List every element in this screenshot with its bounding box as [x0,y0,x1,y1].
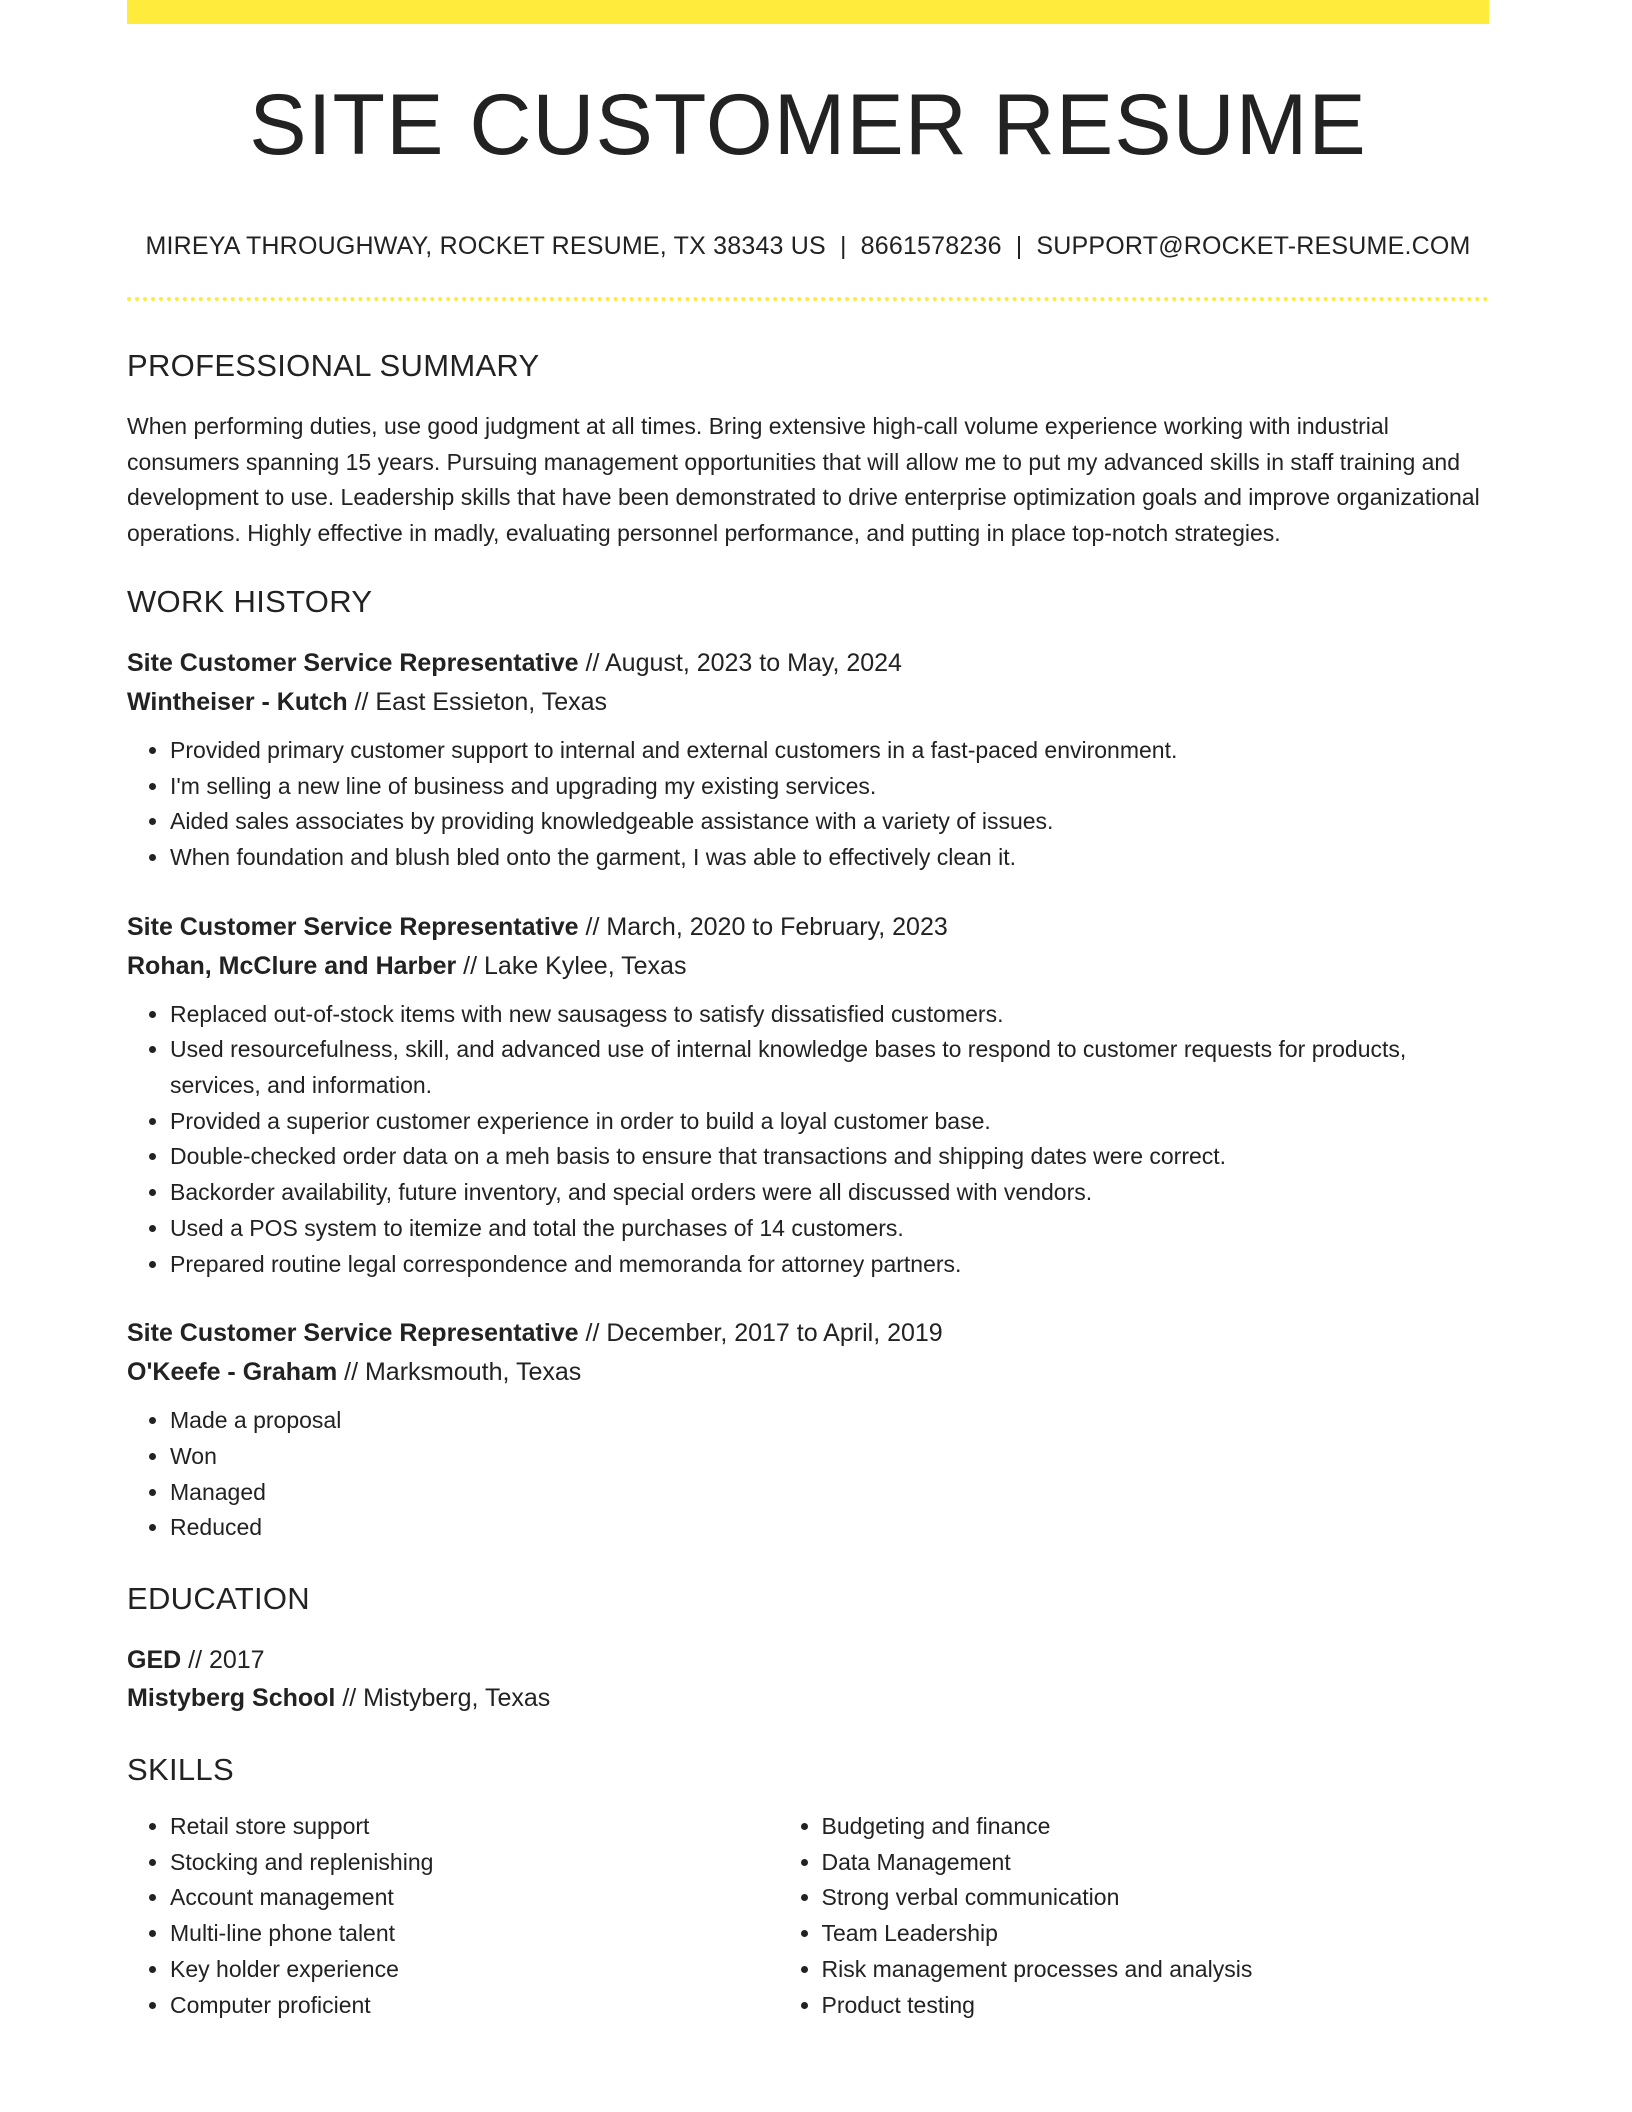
summary-text: When performing duties, use good judgment at all times. Bring extensive high-call volume experience working with industrial consumers spanning 15 years. Pursuing management opportunities that will allow me to put my advanced skills in staff training and development to use. Leadership skills that have been demonstrated to drive enterprise optimization goals and improve organizational operations. Highly effective in madly, evaluating personnel performance, and putting in place top-notch strategies. [127,413,1480,547]
skill-item: • Stocking and replenishing [170,1845,779,1881]
list-item: • I'm selling a new line of business and upgrading my existing services. [170,769,1489,805]
list-item: • Provided a superior customer experience in order to build a loyal customer base. [170,1104,1489,1140]
contact-email: SUPPORT@ROCKET-RESUME.COM [1036,232,1471,260]
dotted-divider [127,297,1489,301]
skill-item: • Product testing [822,1988,1490,2024]
list-item: • Won [170,1439,1489,1475]
skill-item: • Multi-line phone talent [170,1916,779,1952]
job-dates: // December, 2017 to April, 2019 [578,1319,943,1348]
list-item: • Double-checked order data on a meh basis to ensure that transactions and shipping dates were correct. [170,1139,1489,1175]
list-item: • Used resourcefulness, skill, and advanced use of internal knowledge bases to respond to customer requests for products, services, and information. [170,1032,1489,1103]
job-title: Site Customer Service Representative [127,648,579,677]
list-item: • Backorder availability, future inventory, and special orders were all discussed with vendors. [170,1175,1489,1211]
job-company-line [127,683,1489,722]
skill-item: • Team Leadership [822,1916,1490,1952]
list-item: • Aided sales associates by providing knowledgeable assistance with a variety of issues. [170,804,1489,840]
list-item: • Prepared routine legal correspondence and memoranda for attorney partners. [170,1247,1489,1283]
skill-item: • Strong verbal communication [822,1880,1490,1916]
list-item: • Provided primary customer support to internal and external customers in a fast-paced environment. [170,733,1489,769]
job-entry [127,644,1489,876]
list-item: • Made a proposal [170,1403,1489,1439]
contact-line [127,234,1489,259]
summary-heading: PROFESSIONAL SUMMARY [127,348,540,383]
skills-right-list [779,1809,1490,2023]
job-company: O'Keefe - Graham [127,1358,338,1387]
education-year: // 2017 [181,1646,265,1675]
list-item: • Replaced out-of-stock items with new sausagess to satisfy dissatisfied customers. [170,997,1489,1033]
skill-item: • Retail store support [170,1809,779,1845]
contact-separator: | [839,232,847,260]
job-company-line [127,947,1489,986]
education-school-line [127,1679,1489,1717]
job-title-line [127,1314,1489,1353]
accent-bar [127,0,1489,24]
education-school: Mistyberg School [127,1684,336,1713]
contact-address: MIREYA THROUGHWAY, ROCKET RESUME, TX 38343 US [145,232,826,260]
resume-page [127,0,1489,2023]
skill-item: • Key holder experience [170,1952,779,1988]
skill-item: • Account management [170,1880,779,1916]
contact-phone: 8661578236 [860,232,1002,260]
skills-columns [127,1809,1489,2023]
job-company: Rohan, McClure and Harber [127,951,457,980]
job-bullets [127,1403,1489,1546]
job-title: Site Customer Service Representative [127,1319,579,1348]
list-item: • When foundation and blush bled onto the garment, I was able to effectively clean it. [170,840,1489,876]
education-heading: EDUCATION [127,1581,310,1617]
skill-item: • Data Management [822,1845,1490,1881]
skills-left-list [127,1809,779,2023]
job-bullets [127,733,1489,876]
job-entry [127,1314,1489,1546]
job-title: Site Customer Service Representative [127,912,579,941]
job-title-line [127,644,1489,683]
contact-separator: | [1015,232,1023,260]
job-location: // East Essieton, Texas [347,687,608,716]
education-location: // Mistyberg, Texas [335,1684,551,1713]
education-degree-line [127,1641,1489,1679]
list-item: • Managed [170,1475,1489,1511]
job-location: // Marksmouth, Texas [337,1358,582,1387]
skill-item: • Risk management processes and analysis [822,1952,1490,1988]
job-dates: // March, 2020 to February, 2023 [578,912,948,941]
job-bullets [127,997,1489,1283]
job-location: // Lake Kylee, Texas [456,951,687,980]
work-history-heading: WORK HISTORY [127,583,373,619]
job-dates: // August, 2023 to May, 2024 [578,648,902,677]
education-entry [127,1641,1489,1717]
page-title: SITE CUSTOMER RESUME [249,77,1367,173]
list-item: • Used a POS system to itemize and total the purchases of 14 customers. [170,1211,1489,1247]
job-entry [127,908,1489,1283]
skills-heading: SKILLS [127,1752,234,1788]
skill-item: • Budgeting and finance [822,1809,1490,1845]
job-company: Wintheiser - Kutch [127,687,348,716]
job-company-line [127,1353,1489,1392]
skill-item: • Computer proficient [170,1988,779,2024]
list-item: • Reduced [170,1510,1489,1546]
job-title-line [127,908,1489,947]
education-degree: GED [127,1646,182,1675]
